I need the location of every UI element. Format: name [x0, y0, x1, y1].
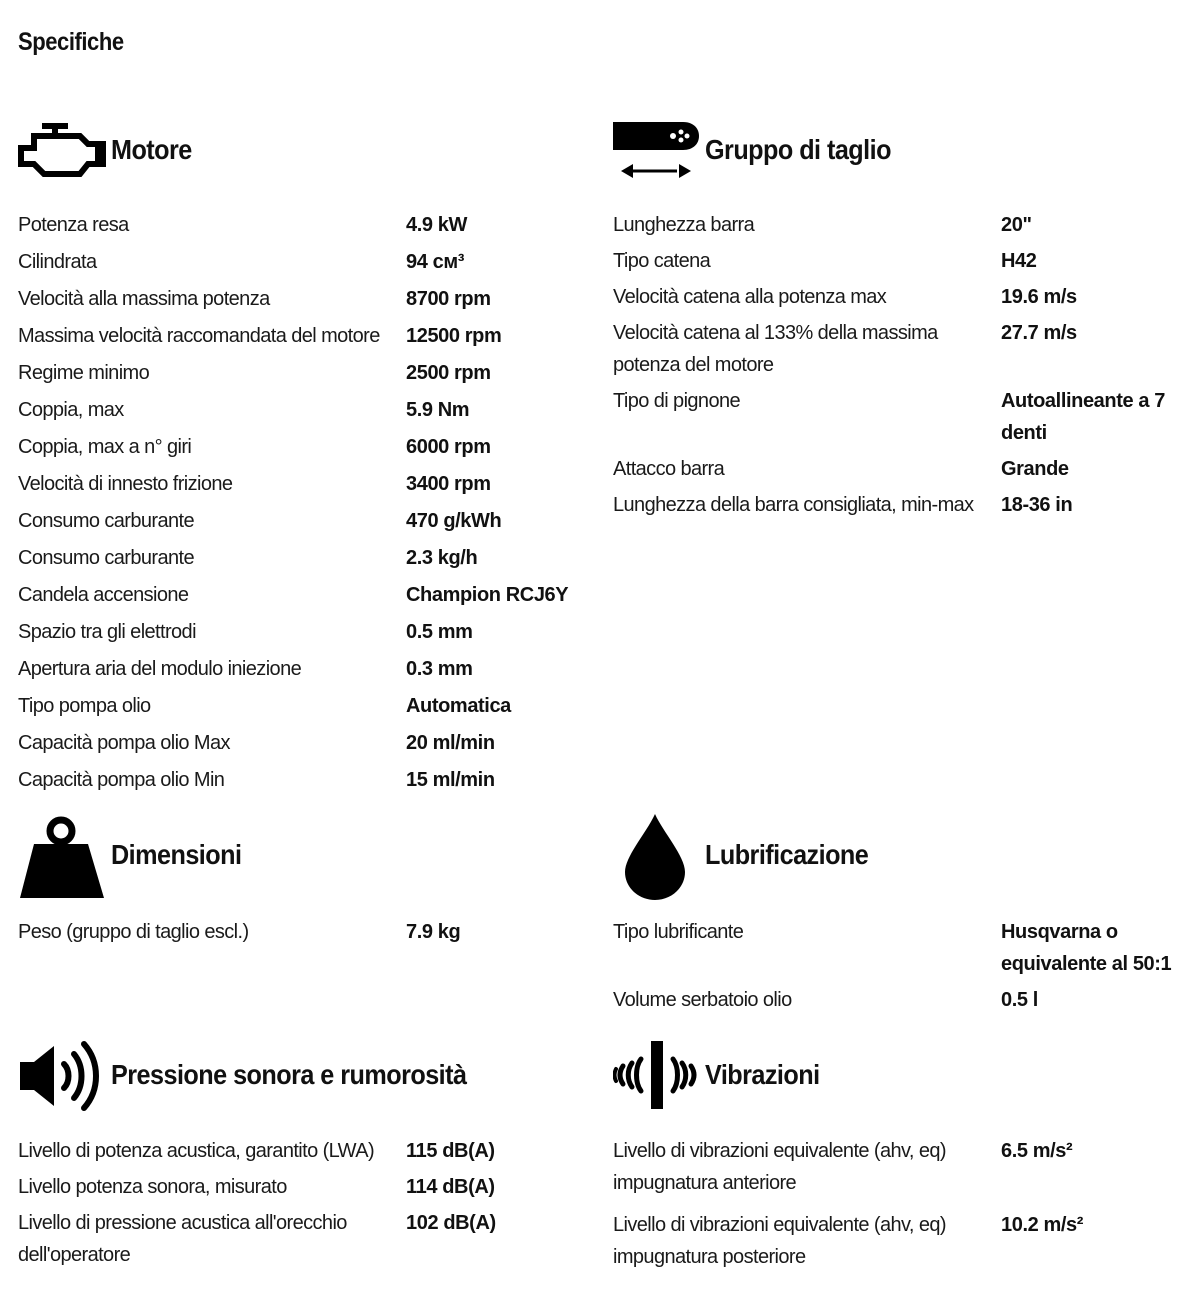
spec-row: [18, 651, 593, 688]
spec-label: Regime minimo: [18, 362, 150, 384]
spec-label: Livello di pressione acustica all'orecchio dell'operatore: [18, 1212, 347, 1266]
section-motore: [18, 110, 593, 791]
spec-label: Livello di potenza acustica, garantito (LWA): [18, 1140, 375, 1162]
spec-value: Automatica: [406, 695, 511, 717]
spec-label: Velocità catena alla potenza max: [613, 286, 887, 308]
section-title: Pressione sonora e rumorosità: [111, 1059, 467, 1090]
spec-value: Autoallineante a 7 denti: [1001, 390, 1165, 444]
oil-drop-icon: [623, 812, 687, 907]
section-lubrificazione: [613, 810, 1188, 1011]
spec-value: 470 g/kWh: [406, 510, 502, 532]
section-dimensioni: [18, 810, 593, 943]
spec-label: Tipo catena: [613, 250, 711, 272]
section-header: [613, 1035, 1188, 1115]
spec-row: [18, 466, 593, 503]
spec-list: [613, 207, 1188, 523]
spec-value: 8700 rpm: [406, 288, 491, 310]
spec-value: 0.3 mm: [406, 658, 473, 680]
spec-list: [613, 1133, 1188, 1275]
engine-icon: [18, 120, 106, 185]
spec-row: [18, 762, 593, 799]
section-header: [613, 810, 1188, 900]
spec-value: 18-36 in: [1001, 494, 1073, 516]
spec-row: [18, 614, 593, 651]
spec-value: 6000 rpm: [406, 436, 491, 458]
weight-icon: [18, 814, 106, 905]
spec-label: Lunghezza barra: [613, 214, 755, 236]
spec-value: 20 ml/min: [406, 732, 495, 754]
chainsaw-bar-icon: [613, 120, 701, 189]
spec-value: 20": [1001, 214, 1032, 236]
spec-value: 19.6 m/s: [1001, 286, 1077, 308]
spec-label: Cilindrata: [18, 251, 97, 273]
section-header: [18, 110, 593, 190]
spec-label: Velocità di innesto frizione: [18, 473, 233, 495]
spec-row: [18, 1133, 593, 1169]
spec-label: Lunghezza della barra consigliata, min-max: [613, 494, 974, 516]
spec-label: Tipo pompa olio: [18, 695, 151, 717]
spec-value: 102 dB(A): [406, 1212, 496, 1234]
spec-label: Consumo carburante: [18, 547, 194, 569]
spec-value: Husqvarna o equivalente al 50:1: [1001, 921, 1172, 975]
spec-value: 5.9 Nm: [406, 399, 470, 421]
spec-label: Capacità pompa olio Max: [18, 732, 230, 754]
spec-label: Volume serbatoio olio: [613, 989, 792, 1011]
spec-row: [18, 725, 593, 762]
spec-value: 94 см³: [406, 251, 464, 273]
section-title: Motore: [111, 134, 192, 165]
spec-label: Velocità alla massima potenza: [18, 288, 270, 310]
spec-value: Grande: [1001, 458, 1069, 480]
spec-list: [18, 1133, 593, 1273]
spec-value: 4.9 kW: [406, 214, 467, 236]
spec-value: 27.7 m/s: [1001, 322, 1077, 344]
vibration-icon: [613, 1039, 701, 1116]
spec-label: Peso (gruppo di taglio escl.): [18, 921, 249, 943]
spec-row: [613, 1133, 1188, 1201]
spec-row: [613, 914, 1188, 982]
spec-row: [18, 688, 593, 725]
spec-row: [613, 207, 1188, 243]
spec-list: [18, 914, 593, 950]
spec-label: Capacità pompa olio Min: [18, 769, 225, 791]
spec-row: [613, 243, 1188, 279]
spec-row: [613, 315, 1188, 383]
section-title: Vibrazioni: [705, 1059, 820, 1090]
spec-label: Tipo di pignone: [613, 390, 741, 412]
spec-row: [613, 451, 1188, 487]
spec-row: [18, 281, 593, 318]
spec-value: 10.2 m/s²: [1001, 1214, 1084, 1236]
spec-value: 2.3 kg/h: [406, 547, 478, 569]
spec-row: [18, 318, 593, 355]
spec-label: Livello potenza sonora, misurato: [18, 1176, 287, 1198]
spec-label: Coppia, max: [18, 399, 124, 421]
section-title: Dimensioni: [111, 839, 242, 870]
spec-value: 15 ml/min: [406, 769, 495, 791]
spec-value: 0.5 l: [1001, 989, 1038, 1011]
section-title: Lubrificazione: [705, 839, 869, 870]
section-header: [613, 110, 1188, 190]
spec-label: Consumo carburante: [18, 510, 194, 532]
section-pressione-sonora: [18, 1035, 593, 1266]
spec-row: [613, 982, 1188, 1018]
spec-row: [18, 540, 593, 577]
speaker-icon: [18, 1038, 106, 1119]
spec-row: [18, 429, 593, 466]
spec-value: H42: [1001, 250, 1037, 272]
section-gruppo-di-taglio: [613, 110, 1188, 516]
spec-row: [18, 1169, 593, 1205]
section-header: [18, 1035, 593, 1115]
spec-label: Tipo lubrificante: [613, 921, 744, 943]
spec-list: [18, 207, 593, 799]
spec-label: Candela accensione: [18, 584, 189, 606]
spec-value: 6.5 m/s²: [1001, 1140, 1073, 1162]
spec-value: 114 dB(A): [406, 1176, 495, 1198]
spec-value: 12500 rpm: [406, 325, 502, 347]
spec-value: 2500 rpm: [406, 362, 491, 384]
spec-row: [613, 383, 1188, 451]
spec-label: Livello di vibrazioni equivalente (ahv, eq) impugnatura posteriore: [613, 1214, 946, 1268]
section-vibrazioni: [613, 1035, 1188, 1268]
spec-label: Potenza resa: [18, 214, 129, 236]
spec-row: [613, 279, 1188, 315]
spec-label: Spazio tra gli elettrodi: [18, 621, 196, 643]
spec-row: [18, 577, 593, 614]
spec-label: Coppia, max a n° giri: [18, 436, 192, 458]
spec-value: Champion RCJ6Y: [406, 584, 569, 606]
spec-row: [18, 1205, 593, 1273]
spec-list: [613, 914, 1188, 1018]
spec-row: [613, 487, 1188, 523]
spec-label: Massima velocità raccomandata del motore: [18, 325, 380, 347]
spec-row: [613, 1207, 1188, 1275]
spec-row: [18, 207, 593, 244]
spec-value: 3400 rpm: [406, 473, 491, 495]
spec-label: Livello di vibrazioni equivalente (ahv, eq) impugnatura anteriore: [613, 1140, 946, 1194]
spec-value: 115 dB(A): [406, 1140, 495, 1162]
spec-row: [18, 914, 593, 950]
spec-label: Attacco barra: [613, 458, 725, 480]
spec-value: 0.5 mm: [406, 621, 473, 643]
spec-label: Velocità catena al 133% della massima potenza del motore: [613, 322, 938, 376]
spec-row: [18, 392, 593, 429]
section-title: Gruppo di taglio: [705, 134, 891, 165]
section-header: [18, 810, 593, 900]
spec-value: 7.9 kg: [406, 921, 461, 943]
spec-label: Apertura aria del modulo iniezione: [18, 658, 302, 680]
spec-row: [18, 503, 593, 540]
spec-row: [18, 355, 593, 392]
page-title: Specifiche: [18, 28, 124, 56]
spec-row: [18, 244, 593, 281]
